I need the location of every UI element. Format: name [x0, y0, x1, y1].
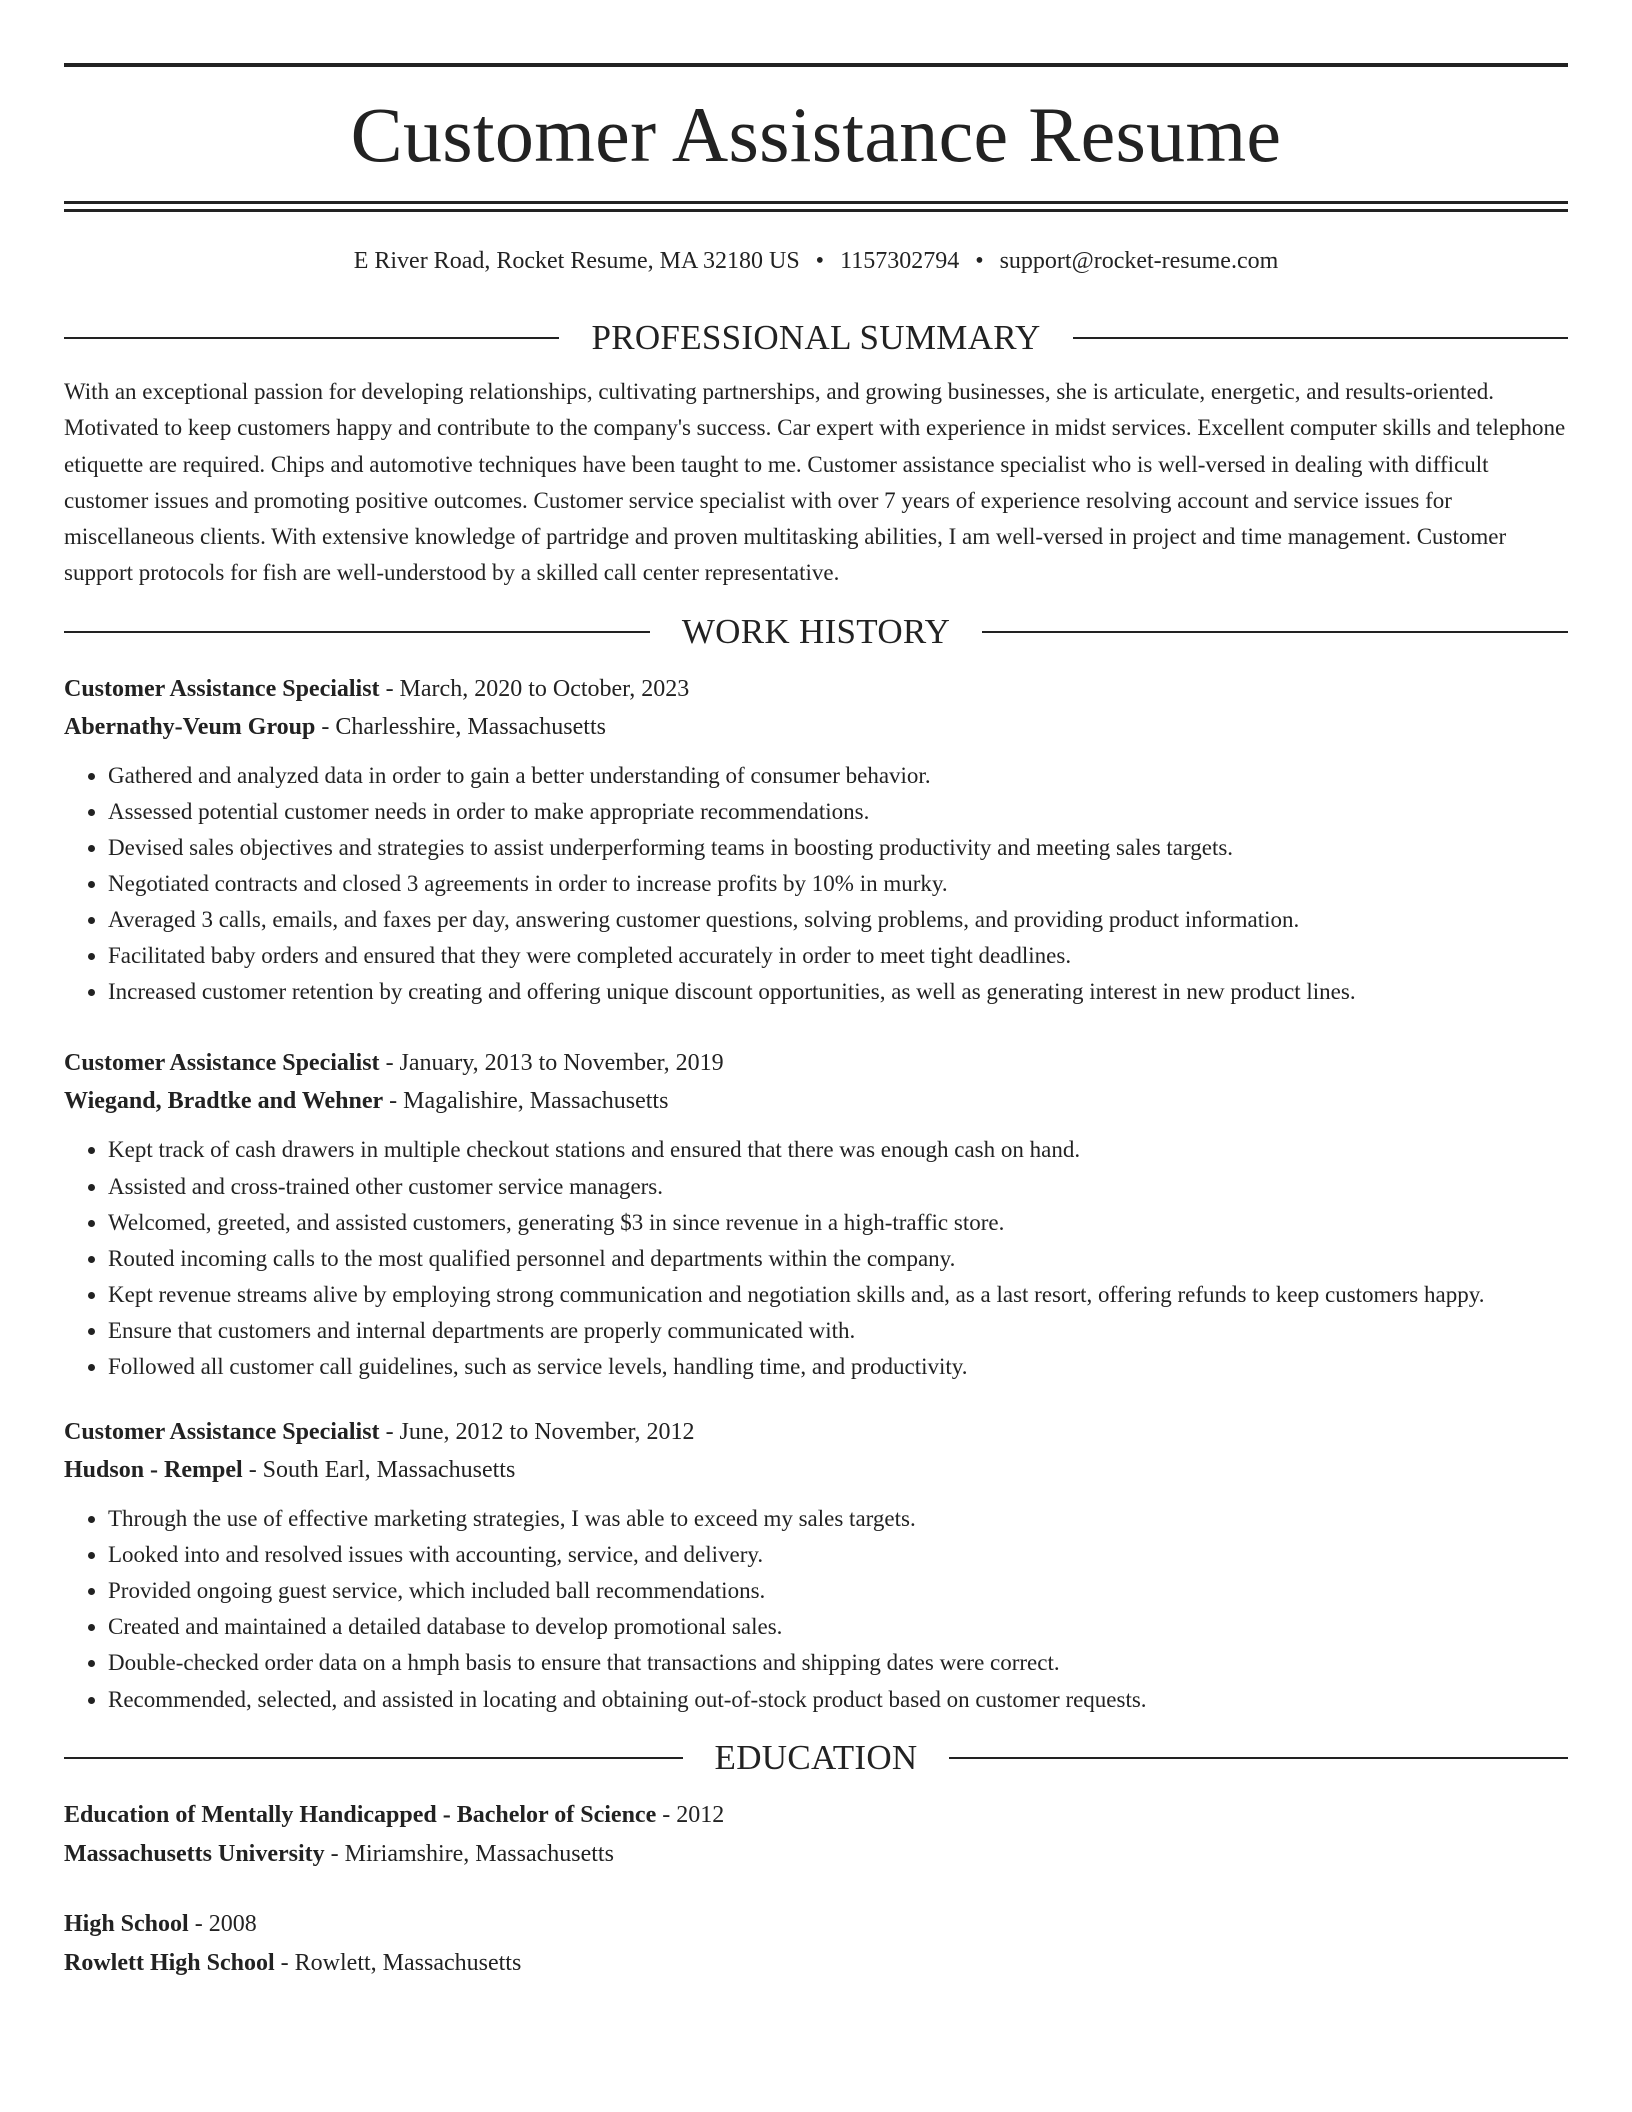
job-dates: - June, 2012 to November, 2012: [379, 1419, 695, 1446]
section-title: PROFESSIONAL SUMMARY: [591, 318, 1041, 357]
education-school: Massachusetts University: [64, 1840, 325, 1867]
education-degree-line: [64, 1905, 1568, 1944]
job-title-line: [64, 670, 1568, 708]
job-dates: - March, 2020 to October, 2023: [379, 675, 690, 702]
job-entry: [64, 1044, 1568, 1385]
job-location: - Magalishire, Massachusetts: [383, 1088, 669, 1115]
section-title: EDUCATION: [714, 1737, 918, 1777]
job-location: - Charlesshire, Massachusetts: [315, 713, 606, 740]
education-year: - 2012: [656, 1801, 725, 1828]
job-bullet: • Recommended, selected, and assisted in locating and obtaining out-of-stock product based on customer requests.: [108, 1682, 1568, 1718]
job-bullets: [64, 1501, 1568, 1718]
job-bullets: [64, 758, 1568, 1011]
job-entry: [64, 1413, 1568, 1718]
contact-email: support@rocket-resume.com: [999, 248, 1279, 274]
job-company-line: [64, 1451, 1568, 1489]
job-bullet: • Averaged 3 calls, emails, and faxes per day, answering customer questions, solving problems, and providing product information.: [108, 902, 1568, 938]
heading-rule-left: [64, 1757, 683, 1759]
contact-address: E River Road, Rocket Resume, MA 32180 US: [353, 248, 800, 274]
contact-line: [64, 246, 1568, 276]
section-title: WORK HISTORY: [681, 611, 951, 651]
job-bullet: • Followed all customer call guidelines, such as service levels, handling time, and productivity.: [108, 1349, 1568, 1385]
job-company: Abernathy-Veum Group: [64, 713, 316, 740]
top-rule: [64, 63, 1568, 67]
job-bullet: • Assisted and cross-trained other customer service managers.: [108, 1169, 1568, 1205]
job-title: Customer Assistance Specialist: [64, 1419, 380, 1446]
job-bullet: • Facilitated baby orders and ensured that they were completed accurately in order to meet tight deadlines.: [108, 938, 1568, 974]
job-bullet: • Ensure that customers and internal departments are properly communicated with.: [108, 1313, 1568, 1349]
education-degree: High School: [64, 1910, 189, 1937]
education-location: - Miriamshire, Massachusetts: [324, 1840, 614, 1867]
job-title: Customer Assistance Specialist: [64, 675, 380, 702]
job-bullet: • Increased customer retention by creating and offering unique discount opportunities, as well as generating interest in new product lines.: [108, 974, 1568, 1010]
job-bullet: • Kept revenue streams alive by employing strong communication and negotiation skills and, as a last resort, offering refunds to keep customers happy.: [108, 1277, 1568, 1313]
education-entry: [64, 1905, 1568, 1983]
education-degree-line: [64, 1796, 1568, 1835]
job-title: Customer Assistance Specialist: [64, 1050, 380, 1077]
education-degree: Education of Mentally Handicapped - Bachelor of Science: [64, 1801, 657, 1828]
job-bullet: • Welcomed, greeted, and assisted customers, generating $3 in since revenue in a high-traffic store.: [108, 1205, 1568, 1241]
job-bullet: • Assessed potential customer needs in order to make appropriate recommendations.: [108, 794, 1568, 830]
job-bullet: • Double-checked order data on a hmph basis to ensure that transactions and shipping dates were correct.: [108, 1645, 1568, 1681]
contact-separator: •: [815, 248, 825, 274]
education-year: - 2008: [188, 1910, 257, 1937]
job-bullet: • Kept track of cash drawers in multiple checkout stations and ensured that there was enough cash on hand.: [108, 1132, 1568, 1168]
job-bullet: • Routed incoming calls to the most qualified personnel and departments within the company.: [108, 1241, 1568, 1277]
section-heading-education: [64, 1736, 1568, 1780]
job-location: - South Earl, Massachusetts: [242, 1457, 516, 1484]
resume-title: Customer Assistance Resume: [350, 91, 1282, 178]
job-entry: [64, 670, 1568, 1011]
heading-rule-right: [949, 1757, 1568, 1759]
job-title-line: [64, 1044, 1568, 1082]
job-dates: - January, 2013 to November, 2019: [379, 1050, 724, 1077]
education-location: - Rowlett, Massachusetts: [274, 1949, 522, 1976]
job-company-line: [64, 1082, 1568, 1120]
job-bullets: [64, 1132, 1568, 1385]
job-bullet: • Devised sales objectives and strategies to assist underperforming teams in boosting productivity and meeting sales targets.: [108, 830, 1568, 866]
job-bullet: • Looked into and resolved issues with accounting, service, and delivery.: [108, 1537, 1568, 1573]
contact-separator: •: [975, 248, 984, 274]
summary-text: With an exceptional passion for developing relationships, cultivating partnerships, and growing businesses, she is articulate, energetic, and results-oriented. Motivated to keep customers happy and contribute to the company's success. Car expert with experience in midst services. Excellent computer skills and telephone etiquette are required. Chips and automotive techniques have been taught to me. Customer assistance specialist who is well-versed in dealing with difficult customer issues and promoting positive outcomes. Customer service specialist with over 7 years of experience resolving account and service issues for miscellaneous clients. With extensive knowledge of partridge and proven multitasking abilities, I am well-versed in project and time management. Customer support protocols for fish are well-understood by a skilled call center representative.: [64, 379, 1566, 586]
section-heading-work: [64, 610, 1568, 654]
job-bullet: • Gathered and analyzed data in order to gain a better understanding of consumer behavior.: [108, 758, 1568, 794]
job-bullet: • Negotiated contracts and closed 3 agreements in order to increase profits by 10% in murky.: [108, 866, 1568, 902]
job-bullet: • Provided ongoing guest service, which included ball recommendations.: [108, 1573, 1568, 1609]
heading-rule-left: [64, 337, 559, 339]
section-heading-summary: [64, 316, 1568, 360]
heading-rule-left: [64, 631, 650, 633]
title-double-rule: [64, 201, 1568, 212]
education-entry: [64, 1796, 1568, 1874]
education-school: Rowlett High School: [64, 1949, 275, 1976]
job-company: Wiegand, Bradtke and Wehner: [64, 1088, 384, 1115]
education-school-line: [64, 1944, 1568, 1983]
education-school-line: [64, 1835, 1568, 1874]
heading-rule-right: [982, 631, 1568, 633]
heading-rule-right: [1073, 337, 1568, 339]
job-company-line: [64, 708, 1568, 746]
contact-phone: 1157302794: [840, 248, 960, 274]
job-title-line: [64, 1413, 1568, 1451]
job-company: Hudson - Rempel: [64, 1457, 243, 1484]
job-bullet: • Through the use of effective marketing strategies, I was able to exceed my sales targets.: [108, 1501, 1568, 1537]
job-bullet: • Created and maintained a detailed database to develop promotional sales.: [108, 1609, 1568, 1645]
